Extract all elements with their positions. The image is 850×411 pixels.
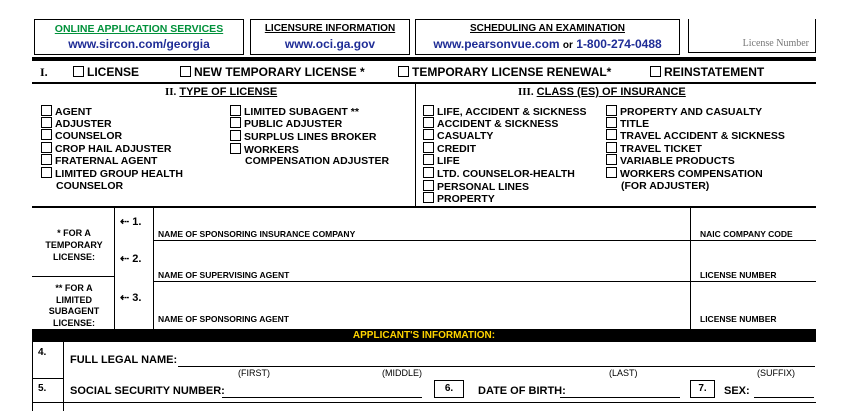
scheduling-contact [416, 37, 679, 51]
section-2-title: TYPE OF LICENSE [179, 86, 278, 98]
sponsoring-agent-label: NAME OF SPONSORING AGENT [158, 314, 289, 324]
licensure-box [250, 19, 410, 55]
sponsoring-license-label: LICENSE NUMBER [700, 314, 777, 324]
license-type-surplus-lines-broker[interactable] [230, 130, 376, 143]
supervising-agent-label: NAME OF SUPERVISING AGENT [158, 270, 290, 280]
class-life[interactable] [423, 154, 460, 167]
temporary-license-renewal-option[interactable] [398, 66, 611, 78]
section-2-heading [165, 86, 277, 98]
label-line: LIMITED [56, 294, 92, 305]
option-label: TRAVEL ACCIDENT & SICKNESS [620, 130, 785, 142]
naic-code-input[interactable] [692, 209, 814, 229]
scheduling-or: or [562, 40, 573, 51]
table-code-col-divider [690, 207, 691, 330]
reinstatement-option[interactable] [650, 66, 764, 78]
license-type-public-adjuster[interactable] [230, 117, 342, 130]
label-line: * FOR A [57, 228, 91, 238]
option-label: LIFE [437, 155, 460, 167]
section-3-number: III. [518, 86, 534, 98]
checkbox[interactable] [606, 117, 617, 128]
sponsoring-agent-input[interactable] [155, 284, 689, 312]
license-type-fraternal-agent[interactable] [41, 154, 157, 167]
row2-rule [153, 281, 816, 282]
option-label: COUNSELOR [55, 130, 123, 142]
temporary-license-renewal-label: TEMPORARY LICENSE RENEWAL* [412, 65, 612, 79]
section-1-number: I. [40, 65, 48, 79]
sponsoring-license-input[interactable] [692, 284, 814, 312]
license-option-label: LICENSE [87, 65, 140, 79]
checkbox[interactable] [41, 142, 52, 153]
option-label: PROPERTY [437, 193, 495, 205]
label-line: TEMPORARY [45, 240, 103, 250]
class-variable-products[interactable] [606, 154, 735, 167]
new-temporary-license-checkbox[interactable] [180, 66, 191, 77]
naic-code-label: NAIC COMPANY CODE [700, 229, 793, 239]
applicant-num-col [63, 342, 64, 411]
option-label: LIMITED SUBAGENT ** [244, 106, 359, 118]
middle-caption: (MIDDLE) [382, 368, 422, 378]
option-label: AGENT [55, 106, 92, 118]
checkbox[interactable] [41, 154, 52, 165]
item-7-number: 7. [698, 383, 707, 394]
checkbox[interactable] [41, 105, 52, 116]
scheduling-title: SCHEDULING AN EXAMINATION [470, 23, 625, 34]
arrow-3: ⇠ 3. [120, 292, 142, 304]
item-7-box [690, 380, 715, 398]
option-label: WORKERS COMPENSATION [620, 168, 763, 180]
section-3-heading [518, 86, 686, 98]
option-label: LIMITED GROUP HEALTH [55, 168, 183, 180]
section-divider [415, 84, 416, 206]
licensure-link[interactable]: www.oci.ga.gov [284, 37, 376, 51]
checkbox[interactable] [423, 167, 434, 178]
suffix-caption: (SUFFIX) [757, 368, 795, 378]
online-services-box [34, 19, 244, 55]
checkbox[interactable] [423, 129, 434, 140]
option-label: PERSONAL LINES [437, 181, 529, 193]
table-label-divider [32, 276, 114, 277]
checkbox[interactable] [230, 105, 241, 116]
workers-comp-continuation: COMPENSATION ADJUSTER [245, 155, 390, 167]
license-type-limited-group-health[interactable] [41, 167, 183, 180]
limited-subagent-label [36, 283, 112, 329]
option-label: TITLE [620, 118, 650, 130]
checkbox[interactable] [606, 154, 617, 165]
applicant-banner [32, 331, 816, 342]
license-number-label: License Number [742, 38, 809, 49]
checkbox[interactable] [606, 142, 617, 153]
class-property[interactable] [423, 192, 495, 205]
checkbox[interactable] [423, 154, 434, 165]
limited-group-health-continuation: COUNSELOR [56, 180, 124, 192]
applicant-banner-text: APPLICANT'S INFORMATION: [352, 330, 496, 341]
dob-input[interactable] [560, 383, 680, 398]
online-services-link[interactable]: www.sircon.com/georgia [68, 37, 210, 51]
row1-rule [153, 240, 816, 241]
checkbox[interactable] [423, 192, 434, 203]
workers-compensation-continuation: (FOR ADJUSTER) [621, 180, 710, 192]
item-6-number: 6. [444, 383, 454, 394]
option-label: FRATERNAL AGENT [55, 155, 158, 167]
option-label: CROP HAIL ADJUSTER [55, 143, 172, 155]
checkbox[interactable] [606, 167, 617, 178]
checkbox[interactable] [230, 117, 241, 128]
checkbox[interactable] [423, 117, 434, 128]
checkbox[interactable] [41, 129, 52, 140]
option-label: LIFE, ACCIDENT & SICKNESS [437, 106, 587, 118]
supervising-license-input[interactable] [692, 243, 814, 269]
temporary-license-label [36, 227, 112, 263]
option-label: TRAVEL TICKET [620, 143, 702, 155]
ssn-input[interactable] [222, 383, 422, 398]
last-caption: (LAST) [609, 368, 638, 378]
arrow-1: ⇠ 1. [120, 216, 142, 228]
option-label: LTD. COUNSELOR-HEALTH [437, 168, 575, 180]
sex-input[interactable] [754, 383, 814, 398]
reinstatement-label: REINSTATEMENT [664, 65, 765, 79]
dob-label: DATE OF BIRTH: [478, 385, 566, 397]
sponsoring-company-label: NAME OF SPONSORING INSURANCE COMPANY [158, 229, 356, 239]
first-caption: (FIRST) [238, 368, 270, 378]
checkbox[interactable] [41, 117, 52, 128]
label-line: LICENSE: [52, 317, 95, 328]
arrow-2: ⇠ 2. [120, 253, 142, 265]
applicant-left-border [32, 342, 33, 411]
online-services-title: ONLINE APPLICATION SERVICES [54, 23, 224, 35]
license-type-counselor[interactable] [41, 129, 122, 142]
class-ltd-counselor-health[interactable] [423, 167, 575, 180]
checkbox[interactable] [423, 180, 434, 191]
sex-label: SEX: [724, 385, 750, 397]
supervising-license-label: LICENSE NUMBER [700, 270, 777, 280]
label-line: LICENSE: [52, 252, 95, 262]
new-temporary-license-option[interactable] [180, 66, 365, 78]
sponsoring-company-input[interactable] [155, 209, 689, 229]
table-arrow-col-divider [153, 207, 154, 330]
scheduling-phone: 1-800-274-0488 [576, 37, 662, 51]
item-5-number: 5. [38, 383, 47, 394]
checkbox[interactable] [423, 105, 434, 116]
option-label: PROPERTY AND CASUALTY [620, 106, 763, 118]
option-label: CASUALTY [437, 130, 494, 142]
license-number-field[interactable] [688, 19, 816, 53]
new-temporary-license-label: NEW TEMPORARY LICENSE * [194, 65, 365, 79]
checkbox[interactable] [230, 143, 241, 154]
checkbox[interactable] [606, 129, 617, 140]
class-travel-accident-sickness[interactable] [606, 129, 785, 142]
license-checkbox[interactable] [73, 66, 84, 77]
reinstatement-checkbox[interactable] [650, 66, 661, 77]
option-label: PUBLIC ADJUSTER [244, 118, 343, 130]
option-label: ACCIDENT & SICKNESS [437, 118, 559, 130]
section-1-rule [32, 82, 816, 84]
option-label: ADJUSTER [55, 118, 112, 130]
item-6-box [434, 380, 464, 398]
option-label: SURPLUS LINES BROKER [244, 131, 377, 143]
section-3-title: CLASS (ES) OF INSURANCE [536, 86, 686, 98]
option-label: CREDIT [437, 143, 477, 155]
item-4-number: 4. [38, 347, 47, 358]
applicant-bottom-rule [32, 402, 816, 403]
checkbox[interactable] [606, 105, 617, 116]
section-2-number: II. [165, 86, 177, 98]
option-label: VARIABLE PRODUCTS [620, 155, 735, 167]
checkbox[interactable] [41, 167, 52, 178]
licensure-title: LICENSURE INFORMATION [264, 23, 396, 34]
applicant-row-rule [32, 378, 64, 379]
scheduling-box [415, 19, 680, 55]
table-top-rule [32, 206, 816, 208]
license-option[interactable] [73, 66, 139, 78]
label-line: ** FOR A [55, 283, 93, 293]
header-rule [32, 57, 816, 61]
class-casualty[interactable] [423, 129, 493, 142]
ssn-label: SOCIAL SECURITY NUMBER: [70, 385, 225, 397]
full-name-input[interactable] [178, 352, 815, 367]
temporary-license-renewal-checkbox[interactable] [398, 66, 409, 77]
checkbox[interactable] [230, 130, 241, 141]
class-workers-compensation[interactable] [606, 167, 763, 180]
table-left-col-divider [114, 207, 115, 330]
full-name-label: FULL LEGAL NAME: [70, 354, 178, 366]
scheduling-link[interactable]: www.pearsonvue.com [433, 37, 560, 51]
checkbox[interactable] [423, 142, 434, 153]
option-label: WORKERS [244, 144, 299, 156]
supervising-agent-input[interactable] [155, 243, 689, 269]
label-line: SUBAGENT [48, 306, 100, 316]
